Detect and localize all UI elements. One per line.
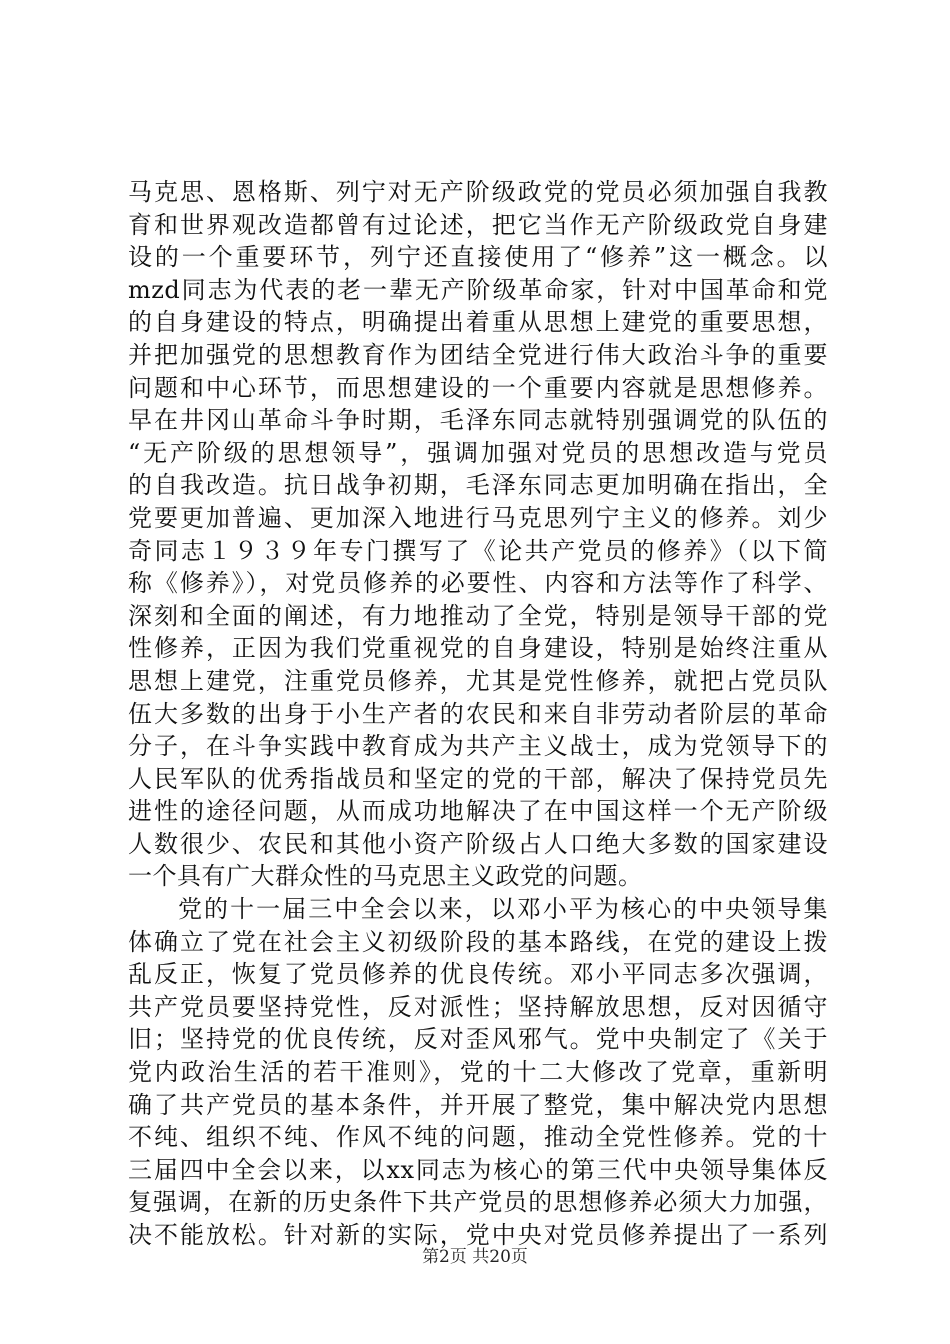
text-line: 伍大多数的出身于小生产者的农民和来自非劳动者阶层的革命 bbox=[128, 699, 828, 728]
text-line: 思想上建党，注重党员修养，尤其是党性修养，就把占党员队 bbox=[128, 666, 828, 695]
text-line: 人民军队的优秀指战员和坚定的党的干部，解决了保持党员先 bbox=[128, 764, 828, 793]
text-line: 一个具有广大群众性的马克思主义政党的问题。 bbox=[128, 862, 643, 891]
text-line: 党的十一届三中全会以来，以邓小平为核心的中央领导集 bbox=[178, 895, 828, 924]
text-line: 马克思、恩格斯、列宁对无产阶级政党的党员必须加强自我教 bbox=[128, 178, 828, 206]
text-line: 称《修养》），对党员修养的必要性、内容和方法等作了科学、 bbox=[128, 569, 828, 598]
page-number-footer: 第2页 共20页 bbox=[422, 1247, 528, 1267]
text-line: 早在井冈山革命斗争时期，毛泽东同志就特别强调党的队伍的 bbox=[128, 406, 828, 435]
text-line: 体确立了党在社会主义初级阶段的基本路线，在党的建设上拨 bbox=[128, 927, 828, 956]
text-line: 不纯、组织不纯、作风不纯的问题，推动全党性修养。党的十 bbox=[128, 1123, 828, 1152]
text-line: 决不能放松。针对新的实际，党中央对党员修养提出了一系列 bbox=[128, 1221, 828, 1249]
text-line: 并把加强党的思想教育作为团结全党进行伟大政治斗争的重要 bbox=[128, 340, 828, 369]
text-line: 党内政治生活的若干准则》，党的十二大修改了党章，重新明 bbox=[128, 1058, 828, 1087]
text-line: 乱反正，恢复了党员修养的优良传统。邓小平同志多次强调， bbox=[128, 960, 828, 989]
text-line: 设的一个重要环节，列宁还直接使用了“修养”这一概念。以 bbox=[128, 243, 828, 272]
text-line: 共产党员要坚持党性，反对派性；坚持解放思想，反对因循守 bbox=[128, 992, 828, 1021]
text-line: 育和世界观改造都曾有过论述，把它当作无产阶级政党自身建 bbox=[128, 210, 828, 239]
text-line: 性修养，正因为我们党重视党的自身建设，特别是始终注重从 bbox=[128, 634, 828, 663]
text-line: 分子，在斗争实践中教育成为共产主义战士，成为党领导下的 bbox=[128, 732, 828, 761]
text-line: mzd同志为代表的老一辈无产阶级革命家，针对中国革命和党 bbox=[128, 275, 828, 304]
text-line: 旧；坚持党的优良传统，反对歪风邪气。党中央制定了《关于 bbox=[128, 1025, 828, 1054]
body-text bbox=[128, 176, 828, 1252]
paragraph-2 bbox=[128, 893, 828, 1252]
text-line: 进性的途径问题，从而成功地解决了在中国这样一个无产阶级 bbox=[128, 797, 828, 826]
text-line: 复强调，在新的历史条件下共产党员的思想修养必须大力加强， bbox=[128, 1188, 828, 1217]
text-line: 三届四中全会以来，以xx同志为核心的第三代中央领导集体反 bbox=[128, 1155, 828, 1184]
text-line: 问题和中心环节，而思想建设的一个重要内容就是思想修养。 bbox=[128, 373, 828, 402]
text-line: 人数很少、农民和其他小资产阶级占人口绝大多数的国家建设 bbox=[128, 829, 828, 858]
text-line: 确了共产党员的基本条件，并开展了整党，集中解决党内思想 bbox=[128, 1090, 828, 1119]
text-line: 党要更加普遍、更加深入地进行马克思列宁主义的修养。刘少 bbox=[128, 503, 828, 532]
paragraph-1 bbox=[128, 176, 828, 893]
text-line: “无产阶级的思想领导”，强调加强对党员的思想改造与党员 bbox=[128, 438, 828, 467]
text-line: 的自身建设的特点，明确提出着重从思想上建党的重要思想， bbox=[128, 308, 828, 337]
text-line: 的自我改造。抗日战争初期，毛泽东同志更加明确在指出，全 bbox=[128, 471, 828, 500]
text-line: 奇同志１９３９年专门撰写了《论共产党员的修养》（以下简 bbox=[128, 536, 828, 565]
text-line: 深刻和全面的阐述，有力地推动了全党，特别是领导干部的党 bbox=[128, 601, 828, 630]
